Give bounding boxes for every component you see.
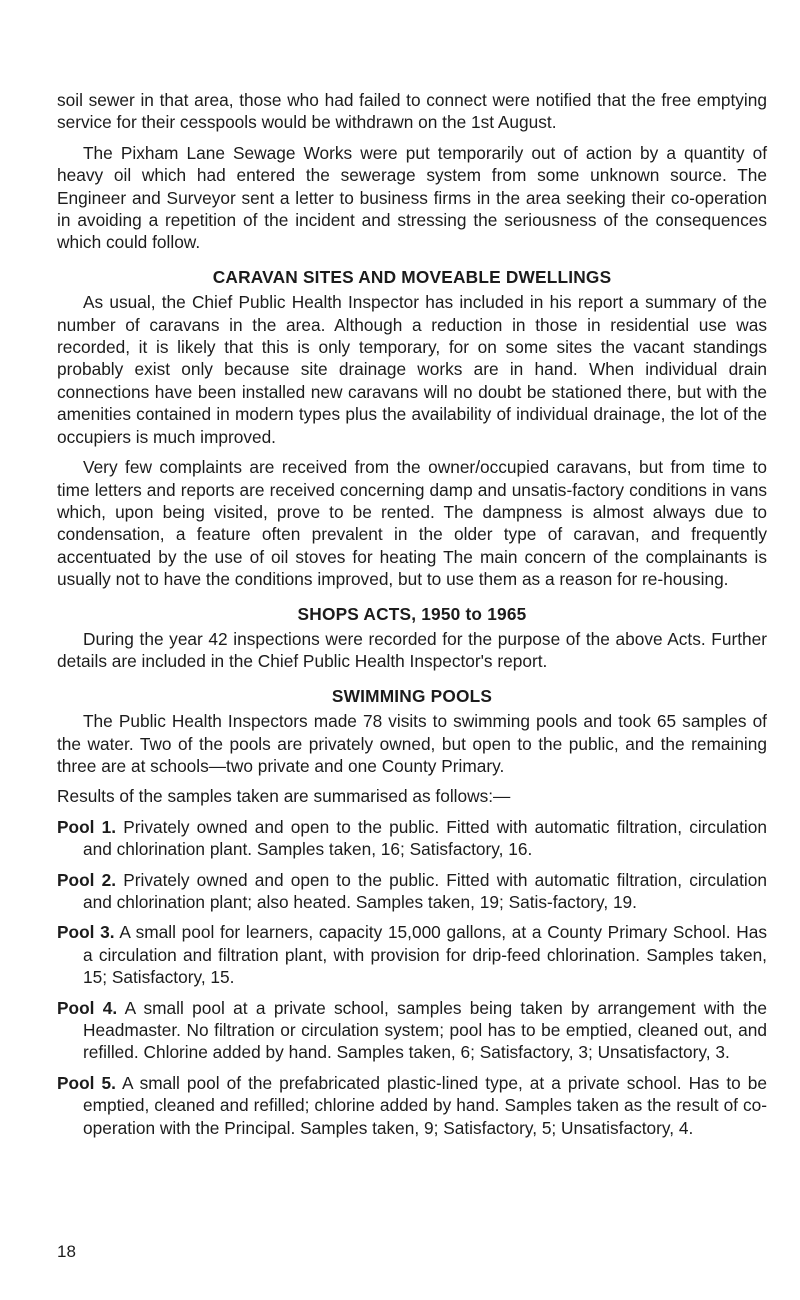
swimming-paragraph-1: The Public Health Inspectors made 78 visits to swimming pools and took 65 samples of the water. Two of the pools are privately owned, but open to the public, and the remaining three are at schools—two private and one County Primary. (57, 711, 767, 776)
shops-heading: SHOPS ACTS, 1950 to 1965 (297, 603, 527, 624)
pool-label: Pool 1. (57, 816, 117, 837)
pool-text: Privately owned and open to the public. Fitted with automatic filtration, circulation and chlorination plant. Samples taken, 16; Satisfactory, 16. (83, 816, 767, 860)
swimming-heading: SWIMMING POOLS (331, 685, 493, 706)
intro-paragraph-2: The Pixham Lane Sewage Works were put temporarily out of action by a quantity of heavy oil which had entered the sewerage system from some unknown source. The Engineer and Surveyor sent a letter to business firms in the area seeking their co-operation in avoiding a repetition of the incident and stressing the seriousness of the consequences which could follow. (57, 142, 767, 253)
pool-label: Pool 3. (57, 922, 115, 943)
pool-label: Pool 2. (57, 869, 117, 890)
caravan-paragraph-1: As usual, the Chief Public Health Inspector has included in his report a summary of the number of caravans in the area. Although a reduction in those in residential use was recorded, it is likely that this is only temporary, for on some sites the vacant standings probably exist only because site drainage works are in hand. When individual drain connections have been installed new caravans will no doubt be stationed there, but with the amenities contained in modern types plus the availability of individual drainage, the lot of the occupiers is much improved. (57, 292, 767, 447)
pool-text: A small pool of the prefabricated plastic-lined type, at a private school. Has to be emptied, cleaned and refilled; chlorine added by hand. Samples taken as the result of co-operation with the Principal. Samples taken, 9; Satisfactory, 5; Unsatisfactory, 4. (83, 1072, 767, 1138)
caravan-heading: CARAVAN SITES AND MOVEABLE DWELLINGS (212, 266, 612, 287)
pool-text: A small pool for learners, capacity 15,000 gallons, at a County Primary School. Has a circulation and filtration plant, with provision for drip-feed chlorination. Samples taken, 15; Satisfactory, 15. (83, 922, 767, 988)
swimming-paragraph-2: Results of the samples taken are summarised as follows:— (57, 786, 511, 807)
pool-label: Pool 5. (57, 1072, 116, 1093)
shops-paragraph-1: During the year 42 inspections were recorded for the purpose of the above Acts. Further details are included in the Chief Public Health Inspector's report. (57, 628, 767, 672)
pool-entry-5 (57, 1072, 767, 1139)
pool-entry-2 (57, 869, 767, 914)
pool-entry-1 (57, 816, 767, 861)
pool-text: Privately owned and open to the public. Fitted with automatic filtration, circulation and chlorination plant; also heated. Samples taken, 19; Satis-factory, 19. (83, 869, 767, 912)
pool-entry-3 (57, 921, 767, 988)
pool-label: Pool 4. (57, 997, 118, 1018)
pool-text: A small pool at a private school, samples being taken by arrangement with the Headmaster. No filtration or circulation system; pool has to be emptied, cleaned out, and refilled. Chlorine added by hand. Samples taken, 6; Satisfactory, 3; Unsatisfactory, 3. (83, 997, 767, 1063)
document-page (57, 89, 767, 1147)
caravan-paragraph-2: Very few complaints are received from the owner/occupied caravans, but from time to time letters and reports are received concerning damp and unsatis-factory conditions in vans which, upon being visited, prove to be rented. The dampness is almost always due to condensation, a feature often prevalent in the older type of caravan, and frequently accentuated by the use of oil stoves for heating The main concern of the complainants is usually not to have the conditions improved, but to use them as a reason for re-housing. (57, 457, 767, 590)
intro-paragraph-1: soil sewer in that area, those who had failed to connect were notified that the free emptying service for their cesspools would be withdrawn on the 1st August. (57, 90, 767, 133)
page-number: 18 (57, 1242, 76, 1261)
pool-entry-4 (57, 997, 767, 1064)
